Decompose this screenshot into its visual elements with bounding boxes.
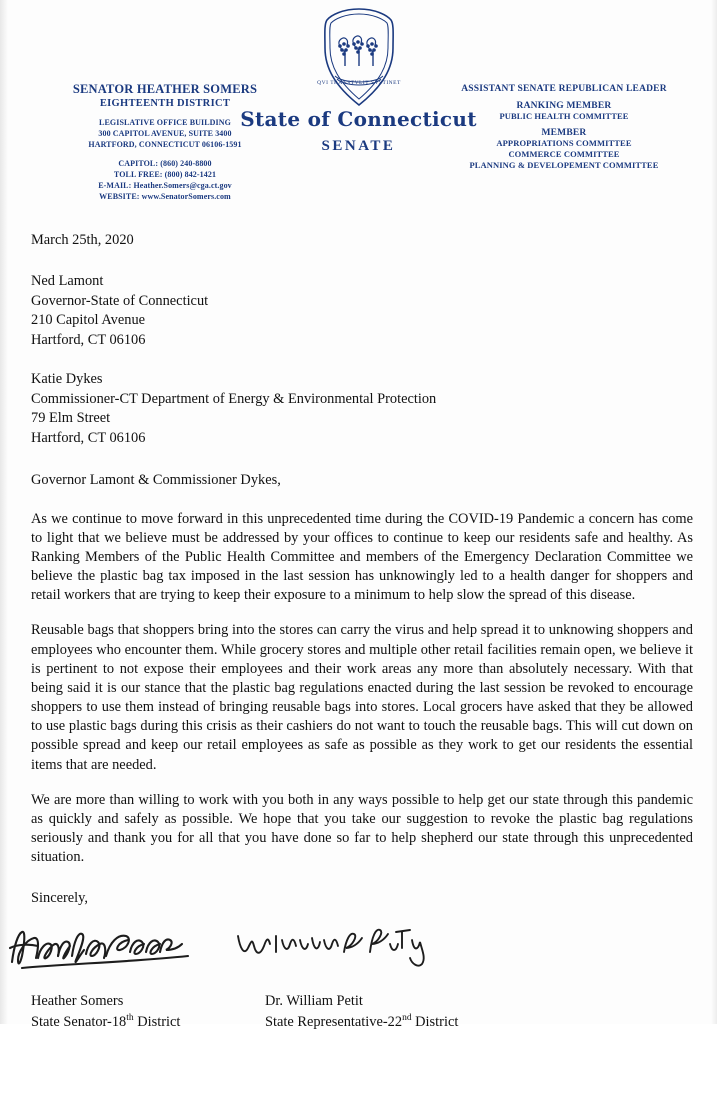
capitol-phone: CAPITOL: (860) 240-8800 bbox=[118, 159, 212, 169]
paragraph-3: We are more than willing to work with you both in any ways possible to help get our state through this pandemic as quickly and safely as possible. We hope that you take our suggestion to revoke the plastic bag regulations seriously and thank you for all that you have done so far to help shepherd our state through this unprecedented situation. bbox=[31, 791, 693, 866]
signer-2-title bbox=[265, 1012, 458, 1032]
signer-1-title-prefix: State Senator-18 bbox=[31, 1013, 127, 1030]
letter-body bbox=[0, 231, 717, 908]
toll-free-phone: TOLL FREE: (800) 842-1421 bbox=[113, 170, 217, 180]
recipient-1-title: Governor-State of Connecticut bbox=[31, 292, 209, 309]
signer-2-title-prefix: State Representative-22 bbox=[265, 1013, 403, 1030]
letterhead-left bbox=[50, 82, 280, 203]
ranking-member-label: RANKING MEMBER bbox=[516, 101, 612, 111]
senator-district: EIGHTEENTH DISTRICT bbox=[99, 98, 231, 109]
recipient-block-2 bbox=[31, 370, 693, 448]
recipient-1-name: Ned Lamont bbox=[31, 273, 104, 290]
paragraph-1: As we continue to move forward in this unprecedented time during the COVID-19 Pandemic a concern has come to light that we believe must be addressed by your offices to continue to keep our residents safe and healthy. As Ranking Members of the Public Health Committee and members of the Emergency Declaration Committee we believe the plastic bag tax imposed in the last session has unknowingly led to a health danger for shoppers and retail workers that are trying to keep their exposure to a minimum to help slow the spread of this disease. bbox=[31, 510, 693, 604]
connecticut-state-seal-icon bbox=[313, 6, 405, 110]
letterhead bbox=[0, 0, 717, 215]
signature-row bbox=[0, 912, 717, 998]
state-name: State of Connecticut bbox=[240, 107, 477, 131]
committee-1: APPROPRIATIONS COMMITTEE bbox=[496, 138, 632, 149]
recipient-2-name: Katie Dykes bbox=[31, 371, 103, 388]
recipient-1-city: Hartford, CT 06106 bbox=[31, 331, 146, 348]
salutation: Governor Lamont & Commissioner Dykes, bbox=[31, 471, 281, 488]
recipient-1-street: 210 Capitol Avenue bbox=[31, 312, 146, 329]
signer-1-title-sup: th bbox=[126, 1012, 134, 1023]
handwritten-signature-william-petit-icon bbox=[232, 918, 442, 974]
member-label: MEMBER bbox=[541, 128, 587, 139]
signer-2 bbox=[265, 992, 458, 1032]
office-address-line2: 300 CAPITOL AVENUE, SUITE 3400 bbox=[98, 128, 232, 138]
letter-date: March 25th, 2020 bbox=[31, 232, 134, 248]
svg-text:QVI TRANSTVLIT SVSTINET: QVI TRANSTVLIT SVSTINET bbox=[316, 80, 401, 86]
paragraph-2: Reusable bags that shoppers bring into the stores can carry the virus and help spread it to unknowing shoppers and employees who encounter them. While grocery stores and multiple other retail facilities remain open, we believe it is pertinent to not expose their employees and their work areas any more than absolutely necessary. With that being said it is our stance that the plastic bag regulations enacted during the last session be revoked to encourage shoppers to use them instead of bringing reusable bags into stores. Local grocers have asked that they be allowed to use plastic bags during this crisis as their cashiers do not want to touch the reusable bags. This will cut down on possible spread and keep our retail employees as safe as possible as they work to get our residents the essential items that are needed. bbox=[31, 622, 693, 773]
recipient-2-title: Commissioner-CT Department of Energy & Environmental Protection bbox=[31, 390, 437, 407]
office-address-line1: LEGISLATIVE OFFICE BUILDING bbox=[99, 118, 231, 127]
signer-1 bbox=[31, 992, 180, 1032]
committee-3: PLANNING & DEVELOPEMENT COMMITTEE bbox=[469, 160, 659, 171]
signer-2-title-suffix: District bbox=[411, 1013, 459, 1030]
signer-1-name: Heather Somers bbox=[31, 993, 124, 1010]
website-address: WEBSITE: www.SenatorSomers.com bbox=[99, 191, 231, 201]
recipient-2-street: 79 Elm Street bbox=[31, 410, 111, 427]
committee-2: COMMERCE COMMITTEE bbox=[508, 149, 620, 160]
recipient-block-1 bbox=[31, 272, 693, 350]
signer-2-name: Dr. William Petit bbox=[265, 993, 363, 1010]
letterhead-right bbox=[429, 84, 699, 171]
senator-name: SENATOR HEATHER SOMERS bbox=[72, 82, 258, 96]
office-address-line3: HARTFORD, CONNECTICUT 06106-1591 bbox=[88, 139, 242, 149]
recipient-2-city: Hartford, CT 06106 bbox=[31, 430, 146, 447]
signer-1-title-suffix: District bbox=[133, 1013, 181, 1030]
signer-1-title bbox=[31, 1012, 180, 1032]
closing: Sincerely, bbox=[31, 890, 89, 907]
handwritten-signature-heather-somers-icon bbox=[2, 912, 212, 976]
page-bottom-margin bbox=[0, 1038, 717, 1098]
email-address: E-MAIL: Heather.Somers@cga.ct.gov bbox=[98, 180, 232, 190]
signer-2-title-sup: nd bbox=[402, 1012, 412, 1023]
signer-names-row bbox=[0, 992, 717, 1038]
ranking-member-committee: PUBLIC HEALTH COMMITTEE bbox=[499, 111, 629, 121]
leader-title: ASSISTANT SENATE REPUBLICAN LEADER bbox=[461, 84, 667, 94]
chamber-name: SENATE bbox=[321, 138, 396, 154]
